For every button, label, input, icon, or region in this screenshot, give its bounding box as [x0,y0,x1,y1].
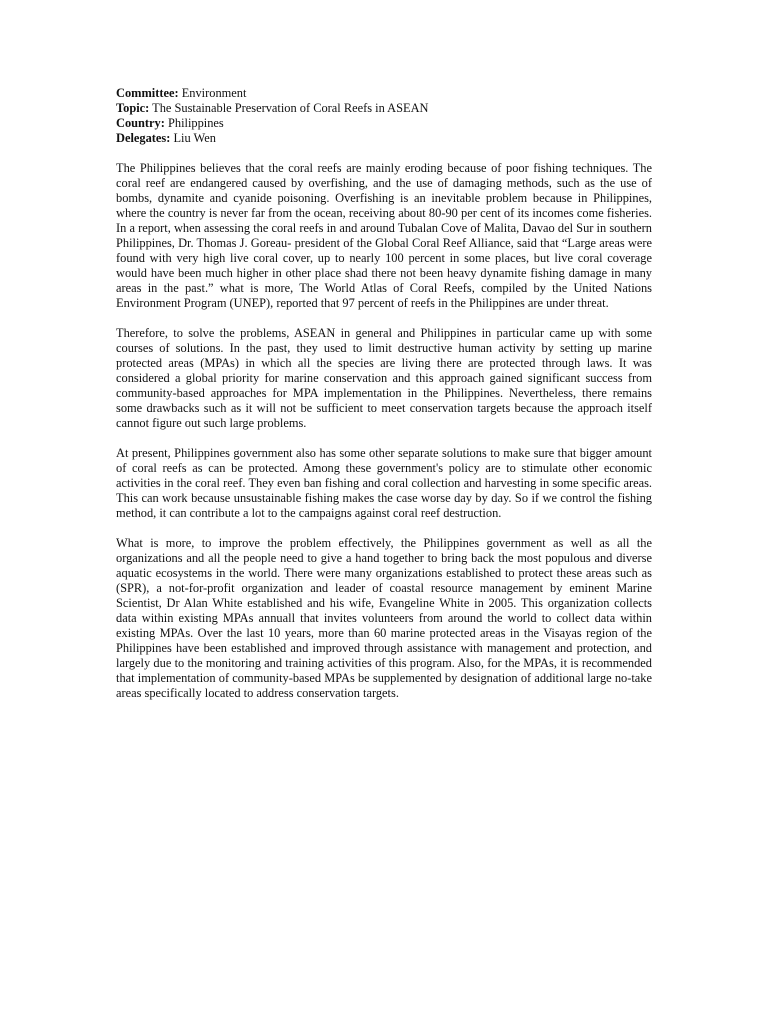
country-value: Philippines [167,116,224,130]
committee-value: Environment [181,86,247,100]
committee-line [116,86,652,101]
body-paragraph-1: The Philippines believes that the coral reefs are mainly eroding because of poor fishing techniques. The coral reef are endangered caused by overfishing, and the use of damaging methods, such as the use of bombs, dynamite and cyanide poisoning. Overfishing is an inevitable problem because in Philippines, where the country is never far from the ocean, receiving about 80-90 per cent of its incomes come fisheries. In a report, when assessing the coral reefs in and around Tubalan Cove of Malita, Davao del Sur in southern Philippines, Dr. Thomas J. Goreau- president of the Global Coral Reef Alliance, said that “Large areas were found with very high live coral cover, up to nearly 100 percent in some places, but live coral coverage would have been much higher in other place shad there not been heavy dynamite fishing damage in many areas in the past.” what is more, The World Atlas of Coral Reefs, compiled by the United Nations Environment Program (UNEP), reported that 97 percent of reefs in the Philippines are under threat. [116,161,652,310]
header-metadata [116,86,652,146]
country-line [116,116,652,131]
topic-line [116,101,652,116]
delegates-value: Liu Wen [173,131,216,145]
body-paragraph-2: Therefore, to solve the problems, ASEAN in general and Philippines in particular came up with some courses of solutions. In the past, they used to limit destructive human activity by setting up marine protected areas (MPAs) in which all the species are living there are protected through laws. It was considered a global priority for marine conservation and this approach gained significant success from community-based approaches for MPA implementation in the Philippines. Nevertheless, there remains some drawbacks such as it will not be sufficient to meet conservation targets because the approach itself cannot figure out such large problems. [116,326,652,430]
committee-label: Committee: [116,86,179,100]
body-paragraph-3: At present, Philippines government also has some other separate solutions to make sure that bigger amount of coral reefs as can be protected. Among these government's policy are to stimulate other economic activities in the coral reef. They even ban fishing and coral collection and harvesting in some specific areas. This can work because unsustainable fishing makes the case worse day by day. So if we control the fishing method, it can contribute a lot to the campaigns against coral reef destruction. [116,446,652,520]
document-page [116,86,652,701]
topic-value: The Sustainable Preservation of Coral Reefs in ASEAN [152,101,429,115]
delegates-line [116,131,652,146]
delegates-label: Delegates: [116,131,171,145]
body-paragraph-4: What is more, to improve the problem effectively, the Philippines government as well as all the organizations and all the people need to give a hand together to bring back the most populous and diverse aquatic ecosystems in the world. There were many organizations established to protect these areas such as (SPR), a not-for-profit organization and leader of coastal resource management by eminent Marine Scientist, Dr Alan White established and his wife, Evangeline White in 2005. This organization collects data within existing MPAs annuall that invites volunteers from around the world to collect data within existing MPAs. Over the last 10 years, more than 60 marine protected areas in the Visayas region of the Philippines have been established and improved through assistance with management and protection, and largely due to the monitoring and training activities of this program. Also, for the MPAs, it is recommended that implementation of community-based MPAs be supplemented by designation of additional large no-take areas specifically located to address conservation targets. [116,536,652,700]
country-label: Country: [116,116,165,130]
topic-label: Topic: [116,101,150,115]
